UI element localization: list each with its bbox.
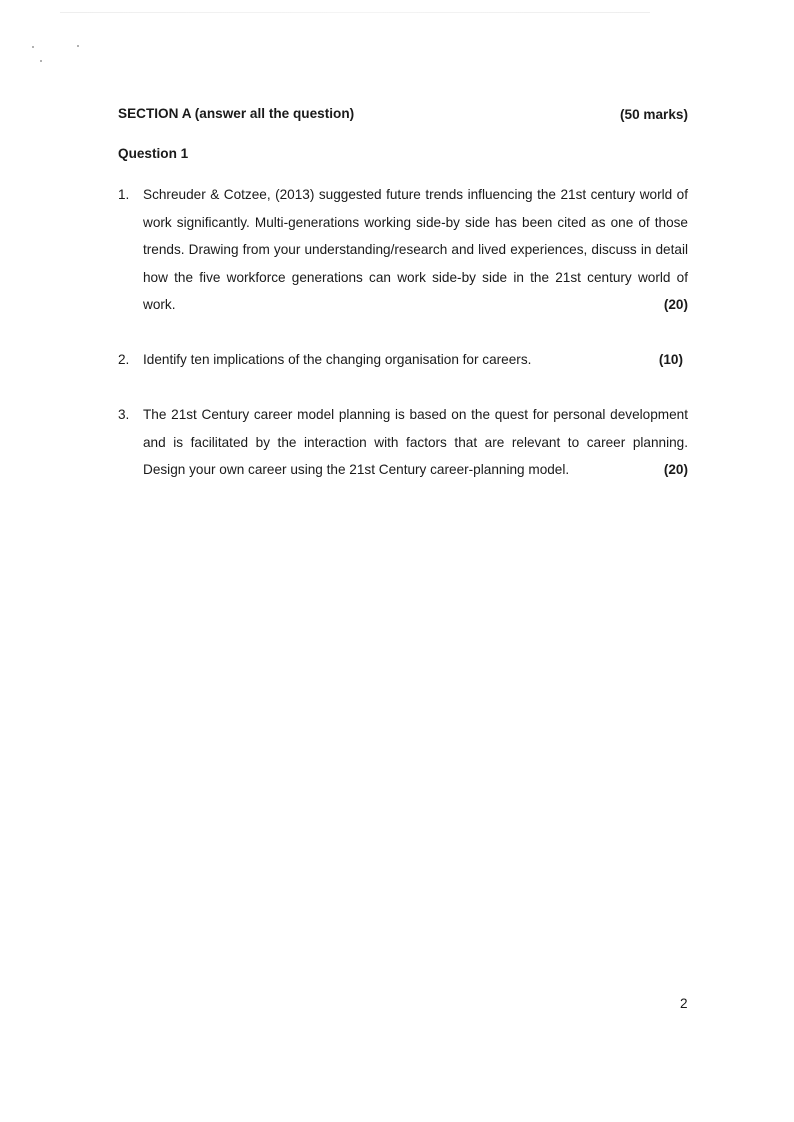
item-line: Schreuder & Cotzee, (2013) suggested future trends influencing the 21st century world of xyxy=(143,187,688,202)
item-marks: (20) xyxy=(663,462,688,477)
item-number: 3. xyxy=(118,407,130,422)
item-line: trends. Drawing from your understanding/research and lived experiences, discuss in detail xyxy=(143,242,688,257)
scan-speck xyxy=(40,60,42,62)
item-number: 1. xyxy=(118,187,130,202)
item-line: work significantly. Multi-generations working side-by side has been cited as one of those xyxy=(143,215,688,230)
scan-edge-line xyxy=(60,12,650,13)
item-line: The 21st Century career model planning is based on the quest for personal development xyxy=(143,407,688,422)
item-number: 2. xyxy=(118,352,130,367)
item-line: Design your own career using the 21st Century career-planning model. xyxy=(143,462,570,477)
item-line: and is facilitated by the interaction with factors that are relevant to career planning. xyxy=(143,435,688,450)
scan-speck xyxy=(77,45,79,47)
question-heading: Question 1 xyxy=(118,146,189,161)
page-number: 2 xyxy=(680,996,688,1011)
section-title: SECTION A (answer all the question) xyxy=(118,106,355,121)
scan-speck xyxy=(32,46,34,48)
item-line: Identify ten implications of the changing organisation for careers. xyxy=(143,352,532,367)
item-line: how the five workforce generations can work side-by side in the 21st century world of xyxy=(143,270,688,285)
item-marks: (20) xyxy=(663,297,688,312)
section-marks: (50 marks) xyxy=(619,107,688,122)
item-marks: (10) xyxy=(658,352,683,367)
item-line: work. xyxy=(143,297,176,312)
